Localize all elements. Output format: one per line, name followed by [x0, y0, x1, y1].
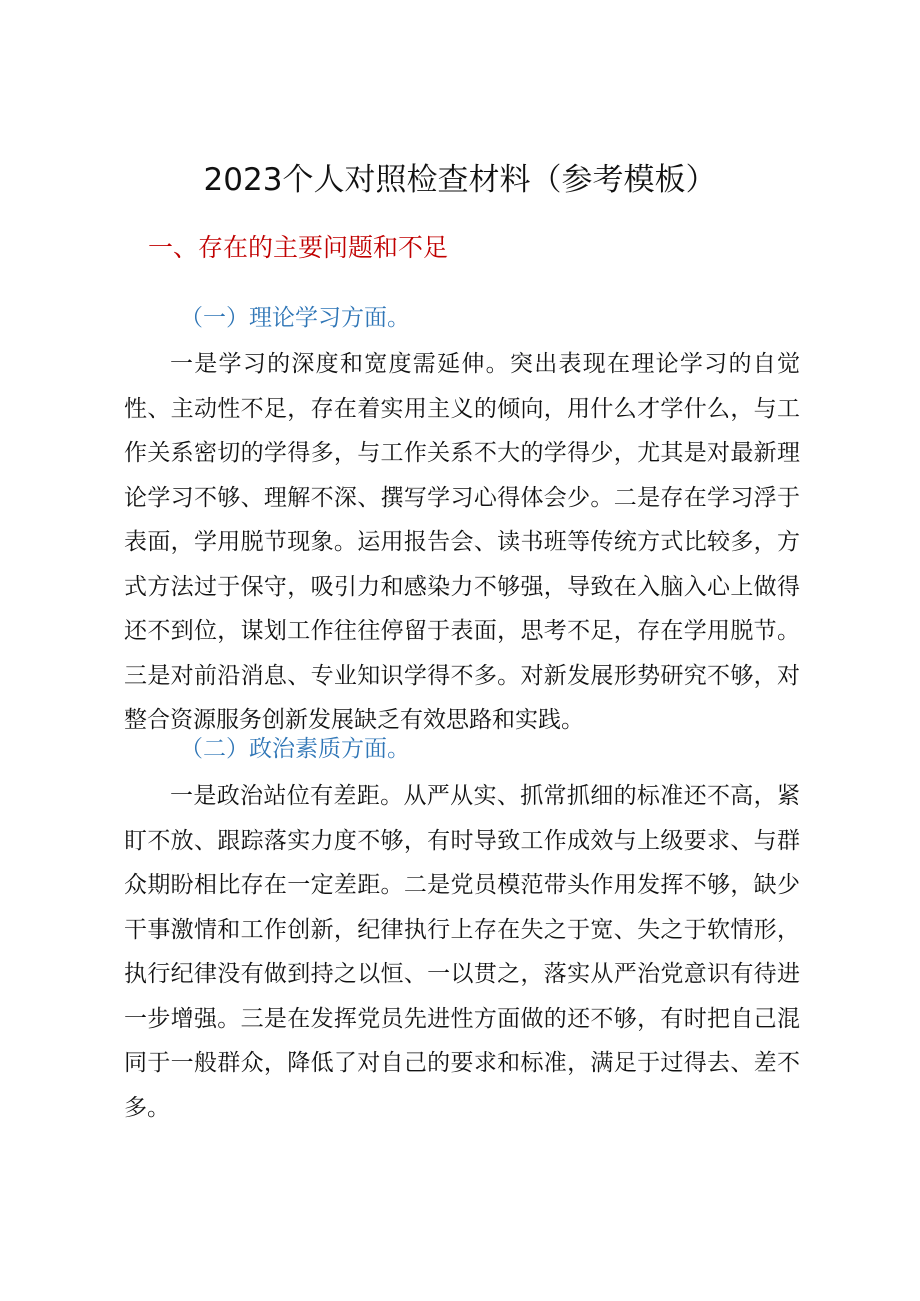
section-heading-problems: 一、存在的主要问题和不足 [148, 233, 449, 262]
subheading-political-quality: （二）政治素质方面。 [180, 736, 410, 762]
paragraph-political-quality: 一是政治站位有差距。从严从实、抓常抓细的标准还不高，紧盯不放、跟踪落实力度不够，有时导致工作成效与上级要求、与群众期盼相比存在一定差距。二是党员模范带头作用发挥不够，缺少干事激情和工作创新，纪律执行上存在失之于宽、失之于软情形，执行纪律没有做到持之以恒、一以贯之，落实从严治党意识有待进一步增强。三是在发挥党员先进性方面做的还不够，有时把自己混同于一般群众，降低了对自己的要求和标准，满足于过得去、差不多。 [124, 783, 800, 1121]
paragraph-theory-study: 一是学习的深度和宽度需延伸。突出表现在理论学习的自觉性、主动性不足，存在着实用主义的倾向，用什么才学什么，与工作关系密切的学得多，与工作关系不大的学得少，尤其是对最新理论学习不够、理解不深、撰写学习心得体会少。二是存在学习浮于表面，学用脱节现象。运用报告会、读书班等传统方式比较多，方式方法过于保守，吸引力和感染力不够强，导致在入脑入心上做得还不到位，谋划工作往往停留于表面，思考不足，存在学用脱节。三是对前沿消息、专业知识学得不多。对新发展形势研究不够，对整合资源服务创新发展缺乏有效思路和实践。 [124, 351, 800, 733]
subheading-theory-study: （一）理论学习方面。 [180, 305, 410, 331]
document-title: 2023个人对照检查材料（参考模板） [203, 162, 717, 198]
